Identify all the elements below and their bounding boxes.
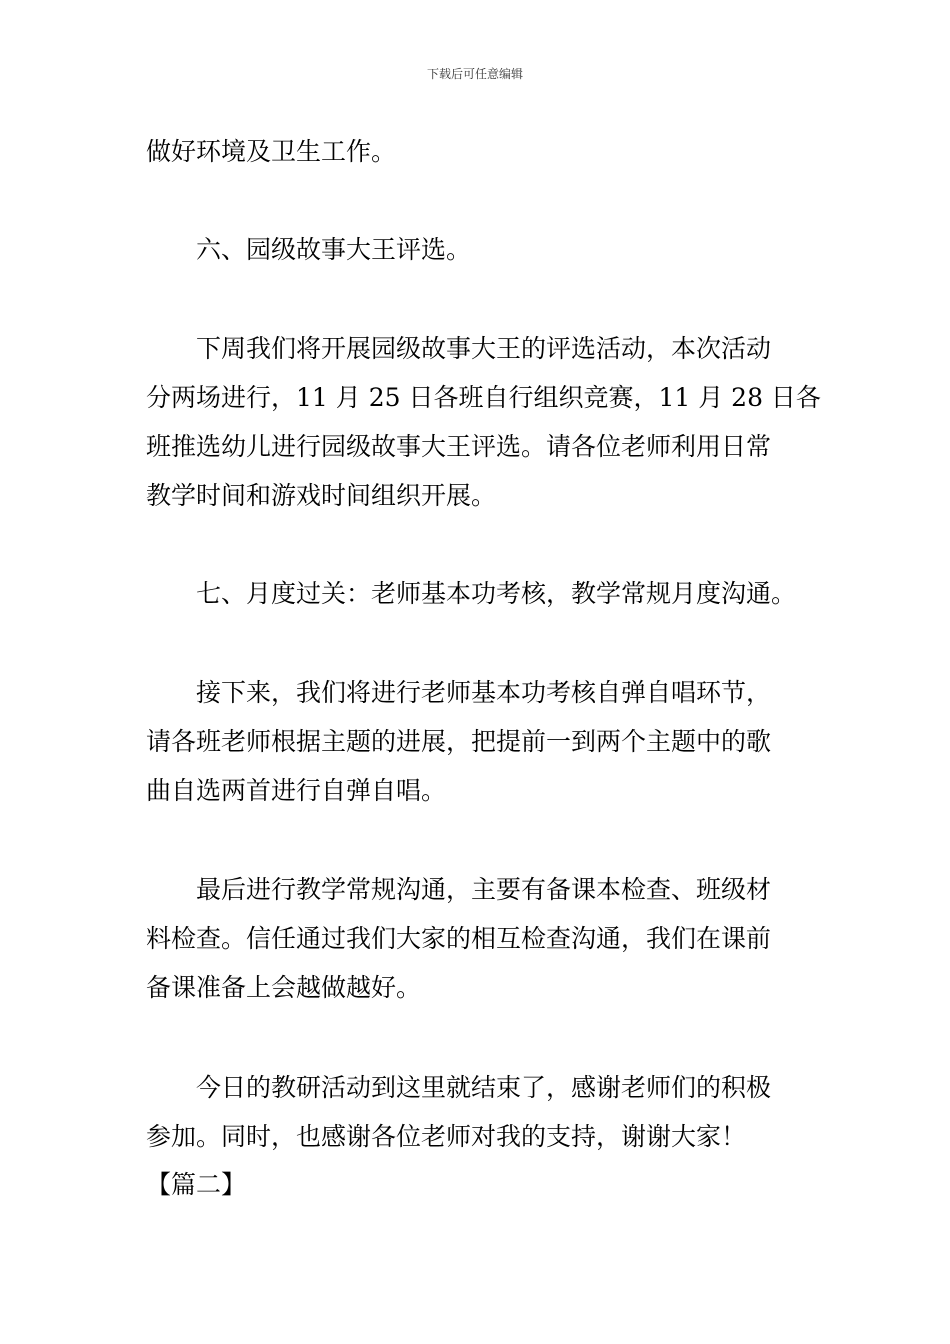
text-line: 料检查。信任通过我们大家的相互检查沟通，我们在课前 xyxy=(146,924,772,953)
text-line: 教学时间和游戏时间组织开展。 xyxy=(146,481,497,510)
text-line: 【篇二】 xyxy=(146,1170,247,1199)
text-line: 接下来，我们将进行老师基本功考核自弹自唱环节， xyxy=(196,678,772,707)
text-line: 六、园级故事大王评选。 xyxy=(196,235,472,264)
text-line: 今日的教研活动到这里就结束了，感谢老师们的积极 xyxy=(196,1073,772,1102)
text-line: 备课准备上会越做越好。 xyxy=(146,973,422,1002)
text-line: 分两场进行，11 月 25 日各班自行组织竞赛，11 月 28 日各 xyxy=(146,383,821,412)
paragraph-closing xyxy=(146,1063,818,1161)
text-line: 做好环境及卫生工作。 xyxy=(146,137,397,166)
text-line: 最后进行教学常规沟通，主要有备课本检查、班级材 xyxy=(196,875,772,904)
section-heading-seven xyxy=(146,569,818,618)
paragraph-skills-assessment xyxy=(146,668,818,815)
text-line: 参加。同时，也感谢各位老师对我的支持，谢谢大家！ xyxy=(146,1122,747,1151)
paragraph-story-contest xyxy=(146,324,821,520)
text-line: 请各班老师根据主题的进展，把提前一到两个主题中的歌 xyxy=(146,727,772,756)
text-line: 班推选幼儿进行园级故事大王评选。请各位老师利用日常 xyxy=(146,432,772,461)
section-heading-six xyxy=(146,225,818,274)
paragraph-continuation xyxy=(146,127,818,176)
text-line: 曲自选两首进行自弹自唱。 xyxy=(146,776,447,805)
text-line: 下周我们将开展园级故事大王的评选活动，本次活动 xyxy=(196,334,772,363)
section-heading-part-two xyxy=(146,1160,818,1209)
page-header: 下载后可任意编辑 xyxy=(426,67,523,81)
paragraph-teaching-routine xyxy=(146,865,818,1012)
text-line: 七、月度过关：老师基本功考核，教学常规月度沟通。 xyxy=(196,579,797,608)
